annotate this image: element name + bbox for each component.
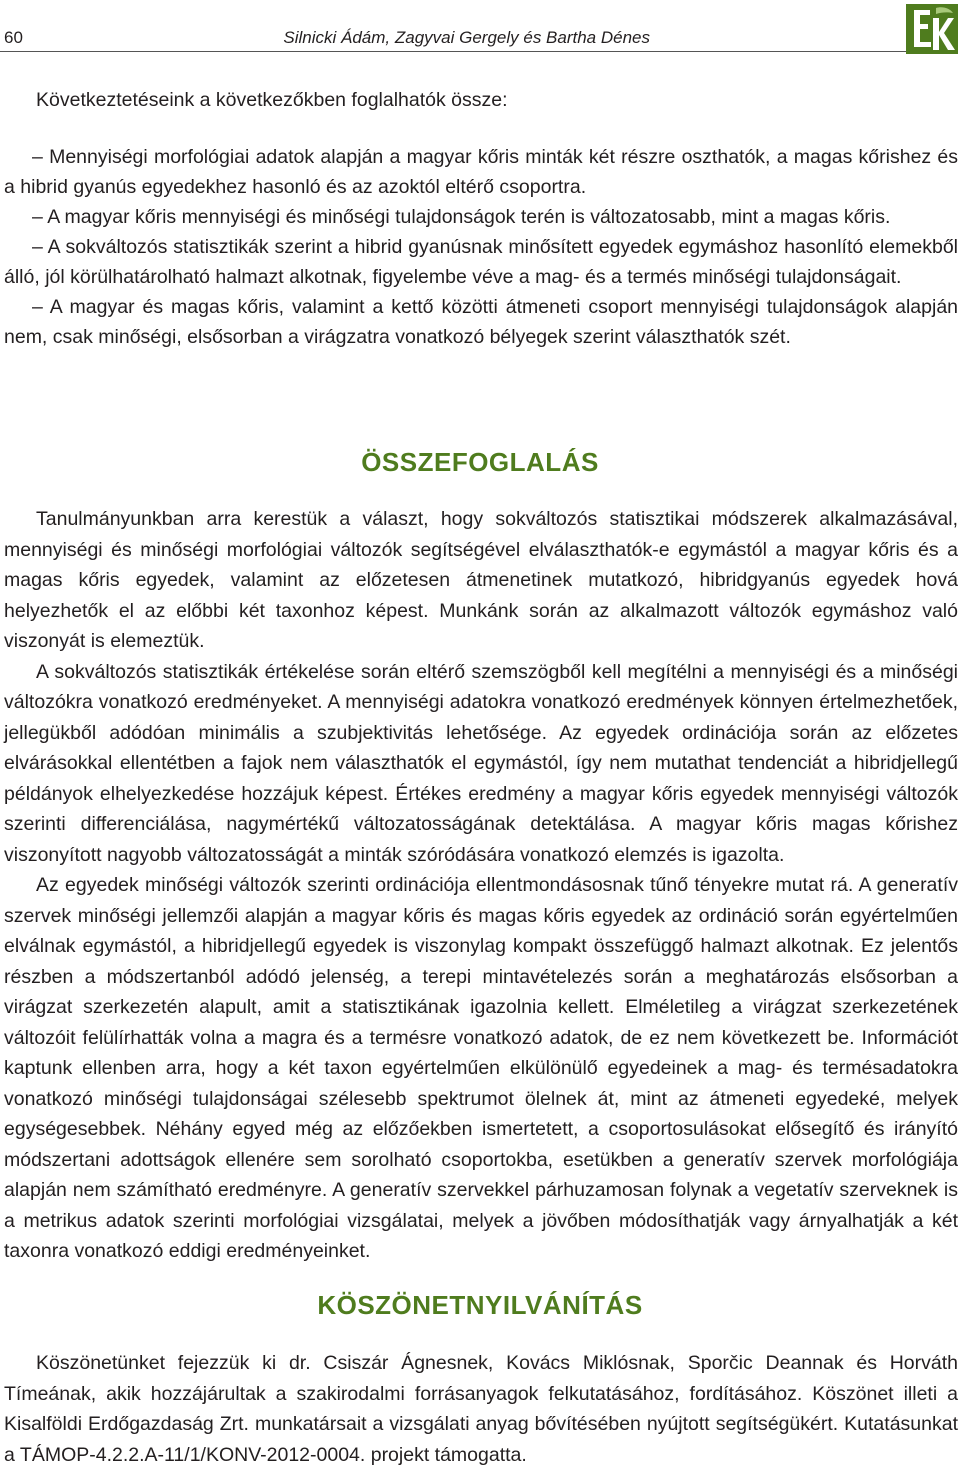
- conclusions-intro: Következtetéseink a következőkben foglalhatók össze:: [36, 89, 508, 111]
- summary-paragraph: Az egyedek minőségi változók szerinti ordinációja ellentmondásosnak tűnő tényekre mutat rá. A generatív szervek minőségi jellemzői alapján a magyar kőris és magas kőris egyedek az ordináció során egyértelműen elválnak egymástól, a hibridjellegű egyedek is viszonylag kompakt összefüggő halmazt alkotnak. Ez jelentős részben a módszertanból adódó jelenség, a terepi mintavételezés során a meghatározás elsősorban a virágzat szerkezetén alapult, amit a statisztikának igazolnia kellett. Elméletileg a virágzat szerkezetének változóit felülírhatták volna a magra és a termésre vonatkozó adatok, de ez nem következett be. Információt kaptunk ellenben arra, hogy a két taxon egyértelműen elkülönülő egyedeinek a mag- és termésadatokra vonatkozó minőségi tulajdonságai szélesebb spektrumot ölelnek át, mint az átmeneti egyedeké, melyek egységesebbek. Néhány egyed még az előzőekben ismertetett, a csoportosulásokat elősegítő és irányító módszertani adottságok ellenére sem sorolható csoportokba, esetükben a generatív szervek morfológiája alapján nem számítható eredményre. A generatív szervekkel párhuzamosan folynak a vegetatív szerveknek is a metrikus adatok szerinti morfológiai vizsgálatai, melyek a jövőben módosíthatják vagy árnyalhatják a két taxonra vonatkozó eddigi eredményeinket.: [4, 874, 958, 1262]
- list-item-text: A sokváltozós statisztikák szerint a hibrid gyanúsnak minősített egyedek egymáshoz hasonlító elemekből álló, jól körülhatárolható halmazt alkotnak, figyelembe véve a mag- és a termés minőségi tulajdonságait.: [4, 236, 958, 288]
- list-item: – A sokváltozós statisztikák szerint a hibrid gyanúsnak minősített egyedek egymáshoz hasonlító elemekből álló, jól körülhatárolható halmazt alkotnak, figyelembe véve a mag- és a termés minőségi tulajdonságait.: [4, 236, 958, 288]
- summary-body: [4, 504, 958, 1267]
- summary-heading: ÖSSZEFOGLALÁS: [361, 447, 599, 477]
- acknowledgements-body: [4, 1348, 958, 1470]
- list-item: – A magyar és magas kőris, valamint a kettő közötti átmeneti csoport mennyiségi tulajdonságok alapján nem, csak minőségi, elsősorban a virágzatra vonatkozó bélyegek szerint választhatók szét.: [4, 296, 959, 348]
- running-head: Silnicki Ádám, Zagyvai Gergely és Bartha Dénes: [283, 28, 650, 47]
- list-item: – Mennyiségi morfológiai adatok alapján a magyar kőris minták két részre oszthatók, a magas kőrishez és a hibrid gyanús egyedekhez hasonló és az azoktól eltérő csoportra.: [4, 146, 959, 198]
- page-header: [0, 22, 906, 52]
- summary-paragraph: A sokváltozós statisztikák értékelése során eltérő szemszögből kell megítélni a mennyiségi és a minőségi változókra vonatkozó eredményeket. A mennyiségi adatokra vonatkozó eredmények könnyen értelmezhetőek, jellegükből adódóan minimális a szubjektivitás lehetősége. Az egyedek ordinációja során az előzetes elvárásokkal ellentétben a fajok nem választhatók el egymástól, így nem mutathat tendenciát a hibridjellegű példányok elhelyezkedése hozzájuk képest. Értékes eredmény a magyar kőris egyedek mennyiségi változók szerinti differenciálása, nagymértékű változatosságának detektálása. A magyar kőris magas kőrishez viszonyított nagyobb változatosságát a minták szóródására vonatkozó elemzés is igazolta.: [4, 660, 958, 866]
- list-item-text: A magyar és magas kőris, valamint a kettő közötti átmeneti csoport mennyiségi tulajdonságok alapján nem, csak minőségi, elsősorban a virágzatra vonatkozó bélyegek szerint választhatók szét.: [4, 296, 959, 348]
- acknowledgements-paragraph: Köszönetünket fejezzük ki dr. Csiszár Ágnesnek, Kovács Miklósnak, Sporčic Deannak és Horváth Tímeának, akik hozzájárultak a szakirodalmi forrásanyagok felkutatásához, fordításához. Köszönet illeti a Kisalföldi Erdőgazdaság Zrt. munkatársait a vizsgálati anyag bővítésében nyújtott segítségükért. Kutatásunkat a TÁMOP-4.2.2.A-11/1/KONV-2012-0004. projekt támogatta.: [4, 1352, 958, 1466]
- conclusions-list: [4, 142, 958, 352]
- list-item: – A magyar kőris mennyiségi és minőségi tulajdonságok terén is változatosabb, mint a magas kőris.: [32, 206, 891, 228]
- journal-logo-icon: [906, 4, 958, 54]
- header-rule: [0, 51, 906, 52]
- list-item-text: Mennyiségi morfológiai adatok alapján a magyar kőris minták két részre oszthatók, a magas kőrishez és a hibrid gyanús egyedekhez hasonló és az azoktól eltérő csoportra.: [4, 146, 959, 198]
- acknowledgements-heading: KÖSZÖNETNYILVÁNÍTÁS: [317, 1290, 643, 1320]
- list-item-text: A magyar kőris mennyiségi és minőségi tulajdonságok terén is változatosabb, mint a magas kőris.: [47, 206, 891, 228]
- summary-paragraph: Tanulmányunkban arra kerestük a választ, hogy sokváltozós statisztikai módszerek alkalmazásával, mennyiségi és minőségi morfológiai változók segítségével elválaszthatók-e egymástól a magyar kőris és a magas kőris egyedek, valamint az előzetesen átmenetinek mutatkozó, hibridgyanús egyedek hová helyezhetők el az előbbi két taxonhoz képest. Munkánk során az alkalmazott változók egymáshoz való viszonyát is elemeztük.: [4, 508, 958, 652]
- page-number: 60: [4, 28, 23, 47]
